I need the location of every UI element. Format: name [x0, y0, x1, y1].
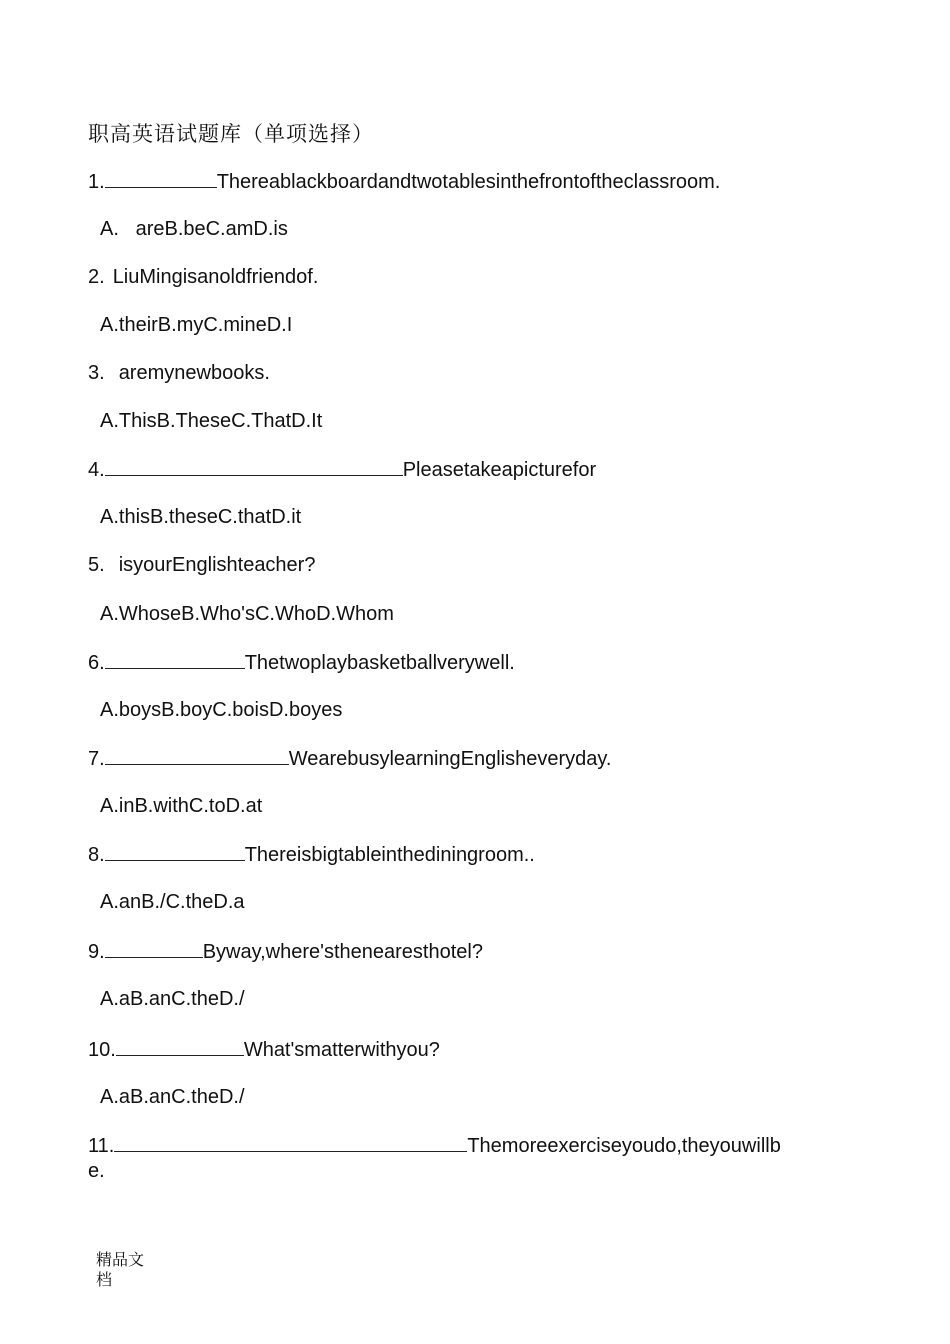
question-3 [88, 361, 270, 385]
question-number: 7. [88, 748, 105, 770]
question-9-options [100, 987, 245, 1011]
question-stem: LiuMingisanoldfriendof. [112, 266, 319, 288]
question-8-options [100, 890, 245, 914]
question-5-options [100, 602, 394, 626]
page-title: 职高英语试题库（单项选择） [88, 122, 374, 146]
question-4-options [100, 505, 301, 529]
question-6 [88, 650, 515, 675]
question-number: 8. [88, 844, 105, 866]
answer-blank [105, 169, 217, 188]
answer-blank [114, 1133, 467, 1152]
question-number: 10. [88, 1039, 116, 1061]
options-text: A.theirB.myC.mineD.I [100, 314, 293, 336]
question-stem: Pleasetakeapicturefor [402, 459, 597, 481]
options-text: A.aB.anC.theD./ [100, 988, 245, 1010]
question-stem: Themoreexerciseyoudo,theyouwillb [467, 1135, 781, 1157]
question-8 [88, 842, 535, 867]
question-7-options [100, 794, 262, 818]
question-1 [88, 169, 720, 194]
question-stem: Byway,where'sthenearesthotel? [202, 941, 483, 963]
answer-blank [105, 457, 403, 476]
answer-blank [105, 650, 245, 669]
question-stem: WearebusylearningEnglisheveryday. [288, 748, 612, 770]
question-10 [88, 1037, 440, 1062]
question-7 [88, 746, 611, 771]
question-number: 3. [88, 362, 105, 384]
options-text: A.inB.withC.toD.at [100, 795, 263, 817]
question-stem: Thereablackboardandtwotablesinthefrontoftheclassroom. [216, 171, 721, 193]
answer-blank [105, 939, 203, 958]
question-stem: isyourEnglishteacher? [118, 554, 316, 576]
question-6-options [100, 698, 342, 722]
footer-note [96, 1250, 156, 1290]
answer-blank [116, 1037, 244, 1056]
question-5 [88, 553, 315, 577]
footer-line-2: 档 [96, 1270, 113, 1289]
footer-line-1: 精品文 [96, 1250, 145, 1269]
question-2-options [100, 313, 292, 337]
question-11 [88, 1133, 810, 1184]
question-number: 1. [88, 171, 105, 193]
question-number: 5. [88, 554, 105, 576]
options-text: A. areB.beC.amD.is [100, 218, 288, 240]
answer-blank [105, 746, 289, 765]
question-stem: aremynewbooks. [118, 362, 270, 384]
question-10-options [100, 1085, 245, 1109]
question-9 [88, 939, 483, 964]
options-text: A.anB./C.theD.a [100, 891, 245, 913]
question-2 [88, 265, 318, 289]
question-stem-continued: e. [88, 1160, 105, 1182]
question-number: 6. [88, 652, 105, 674]
options-text: A.WhoseB.Who'sC.WhoD.Whom [100, 603, 394, 625]
question-stem: Thereisbigtableinthediningroom.. [244, 844, 535, 866]
question-number: 4. [88, 459, 105, 481]
options-text: A.ThisB.TheseC.ThatD.It [100, 410, 323, 432]
answer-blank [105, 842, 245, 861]
question-number: 11. [88, 1135, 115, 1157]
options-text: A.aB.anC.theD./ [100, 1086, 245, 1108]
options-text: A.thisB.theseC.thatD.it [100, 506, 302, 528]
question-number: 2. [88, 266, 105, 288]
question-4 [88, 457, 596, 482]
question-stem: Thetwoplaybasketballverywell. [244, 652, 515, 674]
question-3-options [100, 409, 322, 433]
options-text: A.boysB.boyC.boisD.boyes [100, 699, 343, 721]
question-1-options [100, 217, 288, 241]
question-number: 9. [88, 941, 105, 963]
question-stem: What'smatterwithyou? [243, 1039, 440, 1061]
